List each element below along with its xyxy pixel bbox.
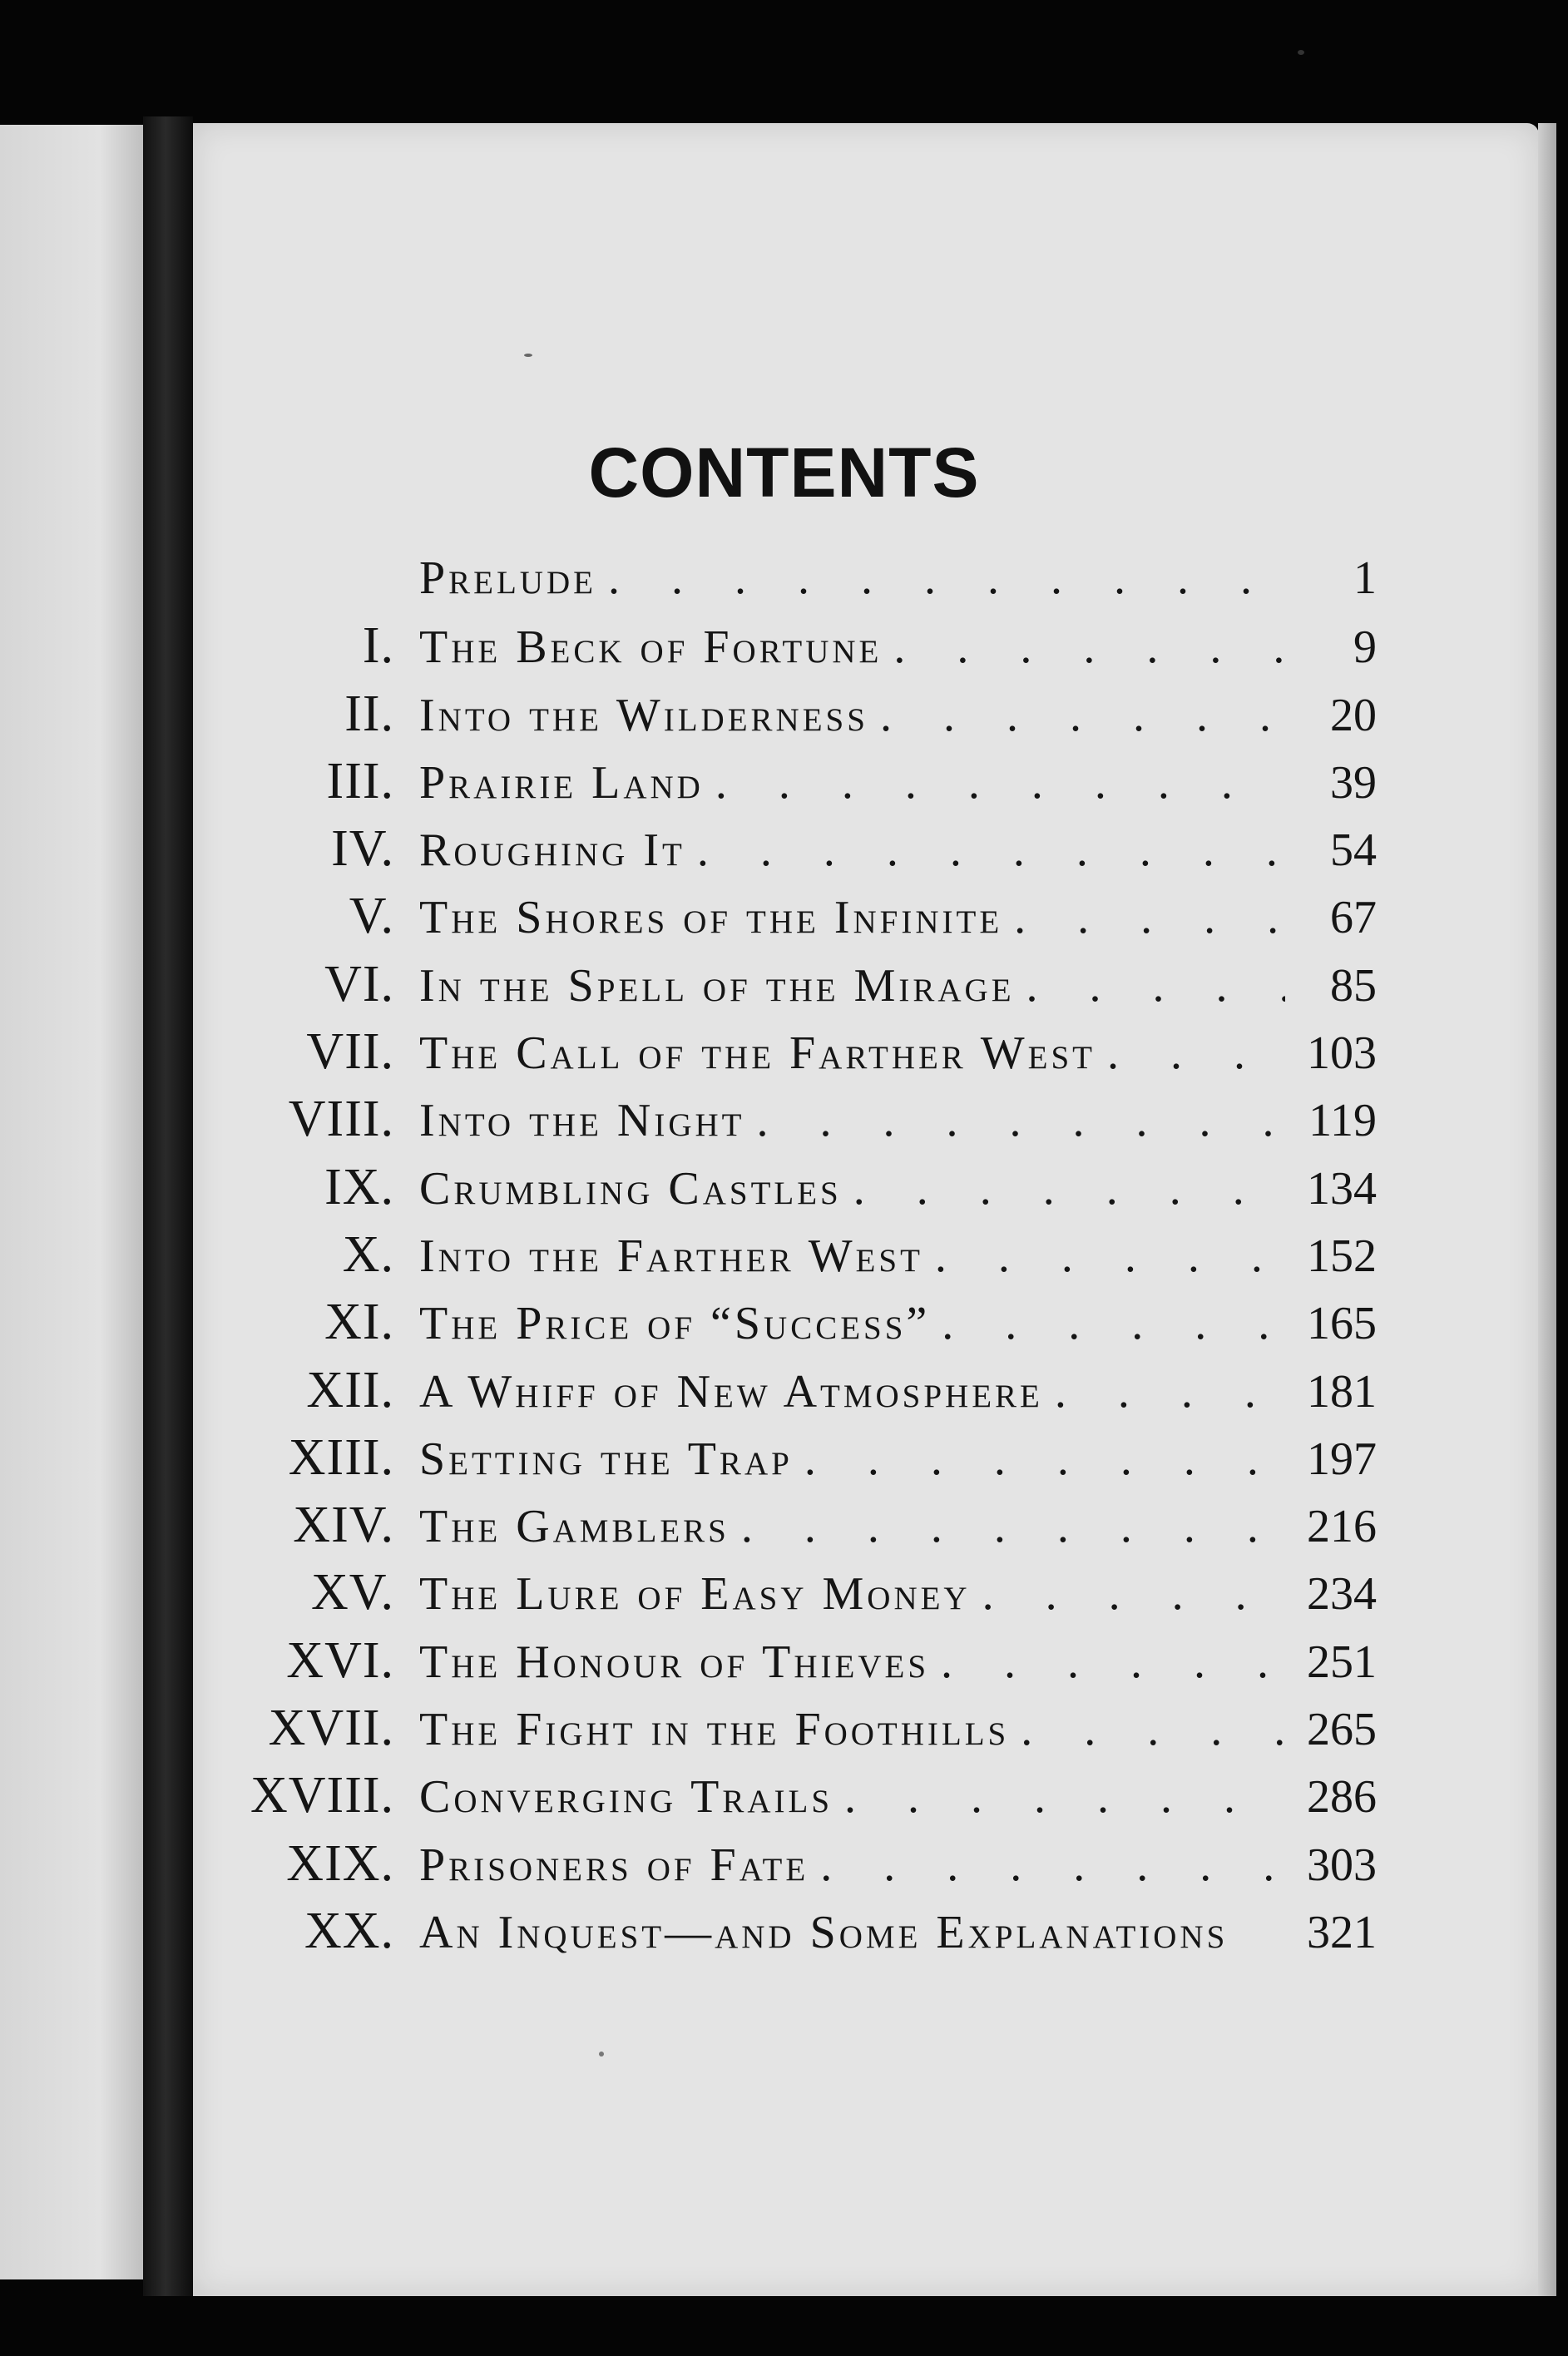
chapter-number: V.: [349, 888, 394, 945]
chapter-number: XIV.: [293, 1497, 394, 1554]
dot-leader: [833, 1764, 1285, 1831]
page-title: CONTENTS: [588, 433, 980, 512]
chapter-title: Into the Farther West: [419, 1230, 923, 1282]
chapter-number: XI.: [324, 1294, 394, 1351]
dot-leader: [929, 1629, 1285, 1696]
toc-row[interactable]: [216, 1898, 1377, 1965]
chapter-number: VIII.: [288, 1091, 394, 1148]
page-number: 85: [1330, 959, 1377, 1012]
dot-leader: [923, 1223, 1285, 1290]
chapter-title: The Lure of Easy Money: [419, 1568, 971, 1621]
chapter-title: An Inquest—and Some Explanations: [419, 1906, 1229, 1958]
dot-leader: [685, 817, 1285, 884]
toc-row[interactable]: [216, 1154, 1377, 1221]
scan-speck: [524, 354, 532, 357]
chapter-title: The Fight in the Foothills: [419, 1704, 1010, 1756]
toc-row[interactable]: [216, 1424, 1377, 1492]
page-number: 216: [1307, 1501, 1377, 1553]
chapter-number: II.: [344, 685, 394, 742]
scan-speck: [599, 2052, 604, 2057]
dot-leader: [730, 1493, 1285, 1561]
chapter-title: The Call of the Farther West: [419, 1027, 1096, 1080]
chapter-number: III.: [326, 752, 394, 809]
chapter-number: XVIII.: [250, 1767, 394, 1824]
page-number: 286: [1307, 1771, 1377, 1824]
toc-row[interactable]: [216, 1559, 1377, 1626]
toc-row[interactable]: [216, 681, 1377, 748]
page-number: 165: [1307, 1298, 1377, 1350]
chapter-title: Converging Trails: [419, 1771, 833, 1824]
toc-row[interactable]: [216, 815, 1377, 883]
dot-leader: [745, 1087, 1286, 1155]
chapter-number: XVI.: [286, 1631, 394, 1689]
page-number: 152: [1307, 1230, 1377, 1282]
dot-leader: [1096, 1020, 1285, 1087]
chapter-number: X.: [342, 1225, 394, 1283]
toc-row[interactable]: [216, 1695, 1377, 1762]
toc-row[interactable]: [216, 951, 1377, 1018]
chapter-number: XV.: [310, 1564, 394, 1621]
chapter-title: Prairie Land: [419, 756, 704, 809]
toc-row[interactable]: [216, 883, 1377, 950]
page-number: 9: [1353, 621, 1377, 674]
chapter-title: Roughing It: [419, 824, 685, 877]
dot-leader: [1009, 1696, 1285, 1764]
chapter-number: IV.: [331, 820, 394, 878]
toc-row[interactable]: [216, 748, 1377, 815]
page-number: 103: [1307, 1027, 1377, 1080]
chapter-number: VI.: [324, 955, 394, 1012]
page-number: 234: [1307, 1568, 1377, 1621]
chapter-title: Prisoners of Fate: [419, 1839, 809, 1891]
dot-leader: [1002, 884, 1285, 952]
dot-leader: [868, 682, 1285, 750]
toc-row[interactable]: [216, 1762, 1377, 1829]
dot-leader: [596, 545, 1285, 612]
chapter-title: The Gamblers: [419, 1501, 730, 1553]
dot-leader: [1015, 953, 1285, 1020]
chapter-number: XVII.: [268, 1700, 394, 1757]
toc-row[interactable]: [216, 1357, 1377, 1424]
chapter-title: Prelude: [419, 552, 596, 604]
chapter-title: The Beck of Fortune: [419, 621, 883, 674]
dot-leader: [842, 1156, 1285, 1223]
chapter-title: A Whiff of New Atmosphere: [419, 1365, 1043, 1418]
page-number: 119: [1308, 1095, 1377, 1147]
toc-row[interactable]: [216, 1018, 1377, 1086]
chapter-number: XII.: [306, 1361, 394, 1418]
dot-leader: [809, 1832, 1285, 1899]
toc-row[interactable]: [216, 1221, 1377, 1289]
chapter-title: The Price of “Success”: [419, 1298, 931, 1350]
page-number: 134: [1307, 1162, 1377, 1215]
page-number: 197: [1307, 1433, 1377, 1485]
chapter-title: Into the Night: [419, 1095, 745, 1147]
page-number: 39: [1330, 756, 1377, 809]
chapter-number: I.: [362, 617, 394, 675]
dot-leader: [882, 614, 1285, 681]
page-number: 321: [1307, 1906, 1377, 1958]
chapter-title: Setting the Trap: [419, 1433, 793, 1485]
page-number: 67: [1330, 892, 1377, 944]
page-number: 251: [1307, 1636, 1377, 1688]
chapter-title: The Honour of Thieves: [419, 1636, 930, 1688]
toc-row[interactable]: [216, 612, 1377, 680]
page-number: 265: [1307, 1704, 1377, 1756]
dot-leader: [930, 1290, 1285, 1358]
toc-row[interactable]: [216, 545, 1377, 612]
toc-row[interactable]: [216, 1492, 1377, 1559]
chapter-number: XIII.: [288, 1428, 394, 1486]
chapter-title: Crumbling Castles: [419, 1162, 842, 1215]
page-number: 181: [1307, 1365, 1377, 1418]
chapter-number: XX.: [304, 1902, 394, 1959]
toc-row[interactable]: [216, 1086, 1377, 1153]
chapter-title: Into the Wilderness: [419, 689, 868, 741]
page-number: 20: [1330, 689, 1377, 741]
chapter-title: The Shores of the Infinite: [419, 892, 1003, 944]
scan-speck: [1298, 50, 1304, 55]
chapter-number: VII.: [306, 1023, 394, 1081]
page-number: 303: [1307, 1839, 1377, 1891]
chapter-title: In the Spell of the Mirage: [419, 959, 1015, 1012]
chapter-number: XIX.: [286, 1834, 394, 1892]
dot-leader: [793, 1426, 1285, 1493]
chapter-number: IX.: [324, 1158, 394, 1215]
toc-row[interactable]: [216, 1289, 1377, 1356]
page-number: 54: [1330, 824, 1377, 877]
toc-row[interactable]: [216, 1830, 1377, 1898]
dot-leader: [971, 1561, 1285, 1628]
table-of-contents: [216, 545, 1377, 1965]
toc-row[interactable]: [216, 1627, 1377, 1695]
dot-leader: [1043, 1359, 1285, 1426]
dot-leader: [704, 750, 1285, 817]
page-number: 1: [1353, 552, 1377, 604]
